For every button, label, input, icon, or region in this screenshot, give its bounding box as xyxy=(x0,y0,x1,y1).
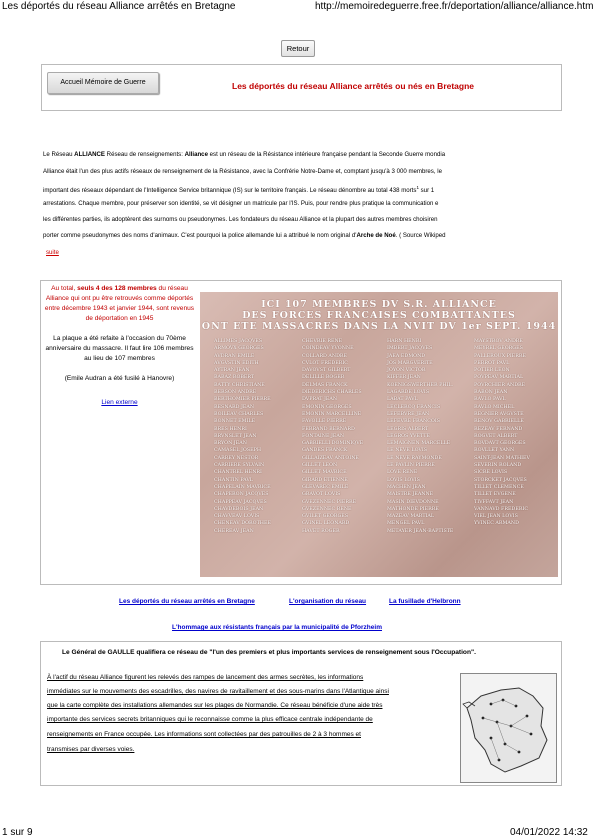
gaulle-quote: Le Général de GAULLE qualifiera ce réseau de "l'un des premiers et plus importants services de renseignement sous l'Occupation". xyxy=(62,649,476,656)
home-nav-button[interactable]: Accueil Mémoire de Guerre xyxy=(47,72,159,94)
external-link[interactable]: Lien externe xyxy=(101,399,138,406)
intro-line-1: Le Réseau ALLIANCE Réseau de renseignements: Alliance est un réseau de la Résistance intérieure française pendant la Seconde Guerre mondia xyxy=(43,151,446,158)
link-organisation[interactable]: L'organisation du réseau xyxy=(289,598,367,605)
page-title: Les déportés du réseau Alliance arrêtés ou nés en Bretagne xyxy=(232,81,475,91)
title-box xyxy=(41,64,562,111)
print-header-title: Les déportés du réseau Alliance arrêtés en Bretagne xyxy=(2,1,236,12)
intro-line-3: important des réseaux dépendant de l'Intelligence Service britannique (IS) sur le territoire français. Le réseau dénombre au total 438 morts$^1$ sur 1 xyxy=(43,185,435,195)
print-footer-page: 1 sur 9 xyxy=(2,827,33,838)
intro-line-5: les différentes parties, ils adoptèrent des surnoms ou pseudonymes. Les fondateurs du réseau Alliance et la plupart des autres membres choisiren xyxy=(43,216,438,223)
gaulle-line-4: importante des services secrets britanniques qui le reconnaisse comme la plus efficace centrale indépendante de xyxy=(47,716,373,723)
gaulle-line-1: À l'actif du réseau Alliance figurent les relevés des rampes de lancement des armes secrètes, les informations xyxy=(47,674,364,681)
plaque-side-text xyxy=(42,284,197,408)
intro-line-2: Alliance était l'un des plus actifs réseaux de renseignement de la Résistance, avec la Confrérie Notre-Dame et, comptant jusqu'à 3 000 membres, le xyxy=(43,168,442,175)
print-header-url: http://memoiredeguerre.free.fr/deportation/alliance/alliance.htm xyxy=(315,1,594,12)
gaulle-line-6: transmises par diverses voies. xyxy=(47,746,135,753)
print-footer-date: 04/01/2022 14:32 xyxy=(510,827,588,838)
plaque-heading-2: DES FORCES FRANCAISES COMBATTANTES xyxy=(242,310,516,321)
plaque-names-col-2: CHEVRIE RENE COINDEAV YVONNE COLLARD ANDRE CVLOT FREDERIC DAVOVST GILBERT DELILLE ROGER DELMAS FRANCK DIEDERICHS CHARLES DVPRAT JEAN EMONIN GEORGES EMONIN MARCELLINE FAVOLLE PIERRE FERRAND BERNARD FONTAINE JEAN GABRIELLI DOMINIQVE GANDES FRANCK GILLAIZEAV ANTOINE GILLET LEON GILLET MAVRICE GIRARD ETIENNE GLEVAREC EMILE GRAVOT LOVIS GVEZENNEC PIERRE GVEZENNEC RENE GVILET GEORGES GVINEL LEONARD HAVET ROGER xyxy=(302,339,364,534)
france-map-graphic xyxy=(461,674,556,782)
gaulle-line-5: renseignements en France occupée. Les informations sont collectées par des patrouilles de 2 à 3 hommes et xyxy=(47,731,361,738)
intro-line-6: porter comme pseudonymes des noms d'animaux. C'est pourquoi la police allemande lui a attribué le nom original d'Arche de Noé. ( Source Wikiped xyxy=(43,232,446,239)
side-paragraph-1: Au total, seuls 4 des 128 membres du réseau Alliance qui ont pu être retrouvés comme déportés entre décembre 1943 et janvier 1944, sont revenus de déportation en 1945 xyxy=(44,285,195,322)
plaque-names-col-4: MAYSTROV ANDRE MEYREL GEORGES PALLEROUX PIERRE PERROT PAVL POTIER LEON POVPEAV MARTIAL POVRCHIER ANDRE RABON JEAN RAVLO PAVL RAVLO MICHEL REGNIER AVGVSTE RENOV GABRIELLE REZEAV FERNAND ROGVET ALBERT ROVDAVT GEORGES ROVLLET YANN SAINT-JEAN MATHIEV SEVERIN ROLAND SICRE LOVIS STORCKET JACQVES TILLET CLEMENCE TILLET EVGENE TIVFFAVT JEAN VANNAVD FREDERIC VIEL JEAN LOVIS YVINEC ARMAND xyxy=(474,339,531,527)
plaque-heading-3: ONT ETE MASSACRES DANS LA NVIT DV 1er SEPT. 1944 xyxy=(201,321,557,332)
plaque-names-col-3: HARN HENRI IMBERT JACQVES JAEA EDMOND JOS MARGVERITE JOYON VICTOR KIFFER JEAN KOENIGSWERTHER PHIL. LAGARDE LOVIS LABAT PAVL LECLERCQ FRANCIS LEFEBVRE JEAN LEFEVRE FRANCOIS LEGRIS ALBERT LEGROS YVETTE LEMAIGNEN MARCELLE LE NEVE LOVIS LE NEVE RAYMONDE LE PAVLIN PIERRE LOVE RENE LOVIS LOVIS MACHEN JEAN MAISTRE JEANNE MASIN DIEVDONNE MATHONDE PIERRE MAZEAV MARTIAL MENGEL PAVL METAYER JEAN-BAPTISTE xyxy=(387,339,454,534)
plaque-names-col-1: ALLIMES JACQVES ARMOVX GEORGES AVDRAN EMILE AVGVSTIN EDITH AYTRAN JEAN BABAZ ROBERT BATTY CHRISTIANE BERSON ANDRE BERTHOMIER PIERRE BESNARD JEAN BOILEAV CHARLES BONNET EMILE BRES HENRI BRVNSLET JEAN BRYON JEAN CAMASEL JOSEPH CARREY NESTOR CARRIERE SYLVAIN CHANTREL HENRI CHANTIN PAVL CHAPELAIN MAVRICE CHAPERON JACQVES CHAPPEAV JACQVES CHAVDEBOIS JEAN CHAVVEAV LOVIS CHENEAV DOROTHEE CHEREAV JEAN xyxy=(214,339,271,534)
return-button[interactable]: Retour xyxy=(281,40,315,57)
memorial-plaque-photo xyxy=(200,292,558,577)
side-paragraph-3: (Emile Audran a été fusilé à Hanovre) xyxy=(64,375,175,382)
gaulle-line-2: immédiates sur le mouvements des escadrilles, des navires de ravitaillement et des sous-marins dans l'Atlantique ainsi xyxy=(47,688,389,695)
more-link[interactable]: suite xyxy=(46,249,59,256)
gaulle-line-3: que la carte complète des installations allemandes sur les plages de Normandie. Ce réseau bénéficie d'une aide très xyxy=(47,702,383,709)
side-paragraph-2: La plaque a été refaite à l'occasion du 70ème anniversaire du massacre. Il faut lire 106 membres au lieu de 107 membres xyxy=(45,335,194,362)
intro-line-4: arrestations. Chaque membre, pour préserver son identité, se vit désigner un matricule par l'IS. Puis, pour rendre plus pratique la communication e xyxy=(43,200,439,207)
network-map-image xyxy=(460,673,557,783)
link-deportes-bretagne[interactable]: Les déportés du réseau arrêtés en Bretagne xyxy=(119,598,255,605)
link-hommage-pforzheim[interactable]: L'hommage aux résistants français par la municipalité de Pforzheim xyxy=(172,624,382,631)
link-fusillade[interactable]: La fusillade d'Helbronn xyxy=(389,598,461,605)
plaque-heading-1: ICI 107 MEMBRES DV S.R. ALLIANCE xyxy=(261,299,497,310)
